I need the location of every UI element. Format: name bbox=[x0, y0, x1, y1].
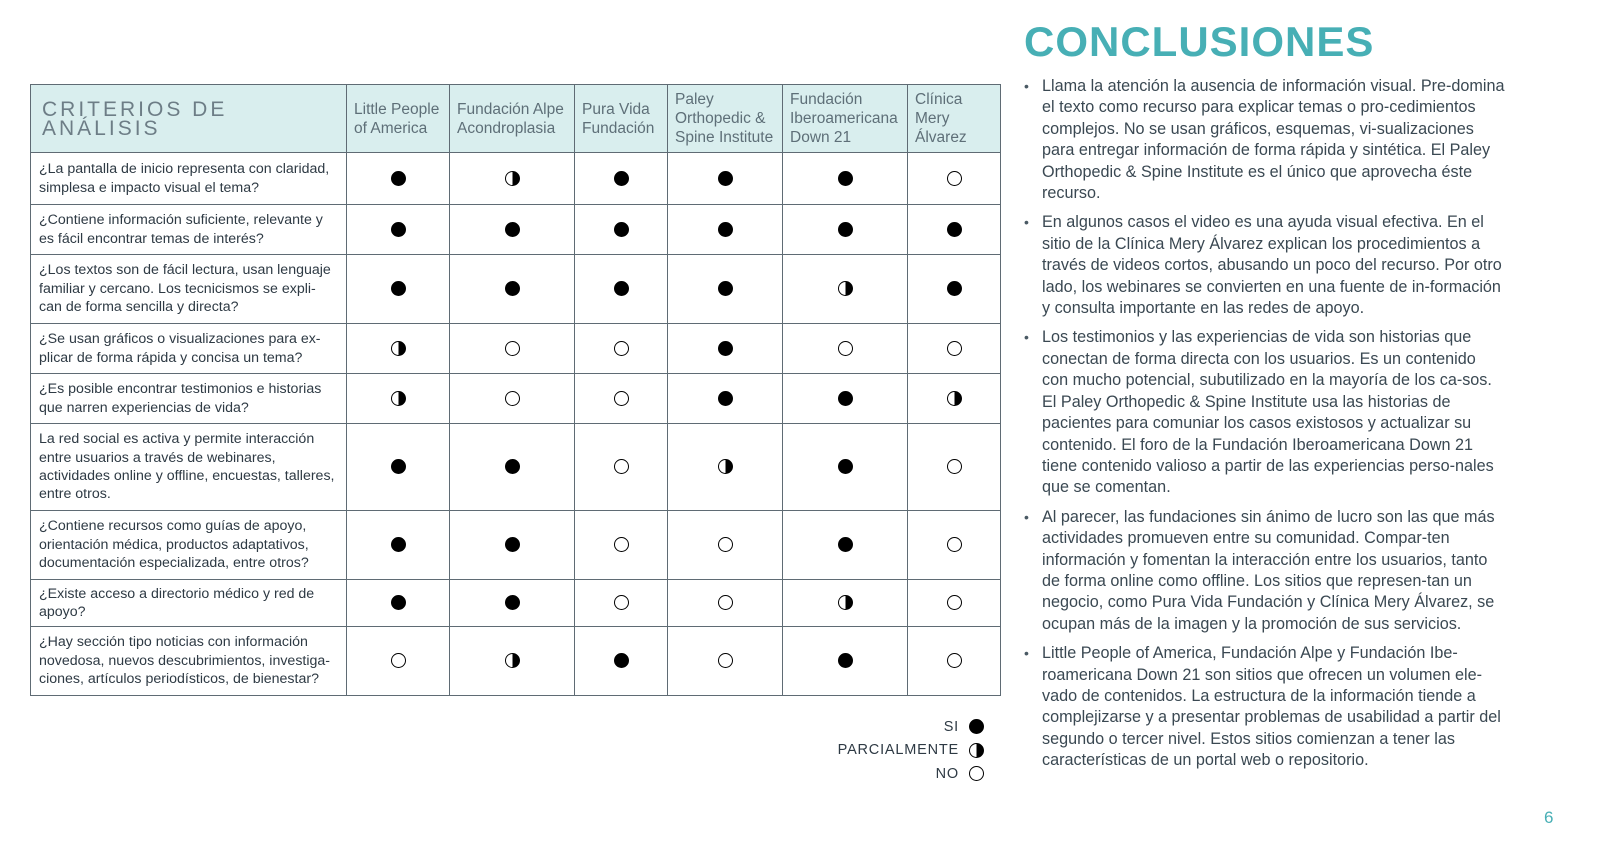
si-mark-icon bbox=[614, 222, 629, 237]
si-mark-icon bbox=[838, 653, 853, 668]
table-row bbox=[31, 324, 1001, 374]
site-header: Paley Orthopedic & Spine Institute bbox=[668, 85, 783, 153]
rating-cell bbox=[347, 255, 450, 324]
si-mark-icon bbox=[391, 281, 406, 296]
rating-cell bbox=[347, 205, 450, 255]
criteria-header: CRITERIOS DE ANÁLISIS bbox=[31, 85, 347, 153]
si-mark-icon bbox=[391, 537, 406, 552]
rating-cell bbox=[347, 374, 450, 424]
parcial-mark-icon bbox=[947, 391, 962, 406]
rating-cell bbox=[783, 511, 908, 580]
rating-cell bbox=[450, 511, 575, 580]
rating-cell bbox=[908, 153, 1001, 205]
rating-cell bbox=[908, 580, 1001, 627]
rating-cell bbox=[575, 153, 668, 205]
legend-item-no bbox=[838, 762, 984, 786]
table-row bbox=[31, 205, 1001, 255]
rating-cell bbox=[668, 374, 783, 424]
no-mark-icon bbox=[614, 459, 629, 474]
parcial-mark-icon bbox=[505, 171, 520, 186]
no-mark-icon bbox=[947, 341, 962, 356]
criterion-question: ¿Hay sección tipo noticias con información novedosa, nuevos descubrimientos, investiga-ciones, artículos periodísticos, de bienestar? bbox=[31, 627, 347, 696]
parcial-mark-icon bbox=[505, 653, 520, 668]
no-mark-icon bbox=[947, 537, 962, 552]
si-mark-icon bbox=[718, 222, 733, 237]
site-header: Pura Vida Fundación bbox=[575, 85, 668, 153]
no-mark-icon bbox=[391, 653, 406, 668]
no-mark-icon bbox=[614, 391, 629, 406]
si-mark-icon bbox=[391, 222, 406, 237]
site-header: Fundación Alpe Acondroplasia bbox=[450, 85, 575, 153]
rating-cell bbox=[783, 255, 908, 324]
no-mark-icon bbox=[614, 341, 629, 356]
rating-cell bbox=[450, 424, 575, 511]
conclusions-list bbox=[1022, 76, 1506, 780]
rating-cell bbox=[783, 580, 908, 627]
rating-cell bbox=[783, 324, 908, 374]
rating-cell bbox=[668, 424, 783, 511]
site-header: Fundación Iberoamericana Down 21 bbox=[783, 85, 908, 153]
rating-cell bbox=[347, 580, 450, 627]
rating-cell bbox=[783, 627, 908, 696]
legend-label: NO bbox=[935, 765, 959, 782]
rating-cell bbox=[668, 205, 783, 255]
table-row bbox=[31, 255, 1001, 324]
table-row bbox=[31, 627, 1001, 696]
rating-cell bbox=[450, 627, 575, 696]
rating-cell bbox=[908, 324, 1001, 374]
no-mark-icon bbox=[718, 537, 733, 552]
si-mark-icon bbox=[838, 222, 853, 237]
criterion-question: ¿Se usan gráficos o visualizaciones para ex-plicar de forma rápida y concisa un tema? bbox=[31, 324, 347, 374]
rating-cell bbox=[908, 205, 1001, 255]
no-mark-icon bbox=[718, 595, 733, 610]
rating-cell bbox=[908, 627, 1001, 696]
criterion-question: ¿Es posible encontrar testimonios e historias que narren experiencias de vida? bbox=[31, 374, 347, 424]
criterion-question: ¿Existe acceso a directorio médico y red de apoyo? bbox=[31, 580, 347, 627]
rating-cell bbox=[575, 424, 668, 511]
rating-cell bbox=[575, 627, 668, 696]
rating-cell bbox=[450, 153, 575, 205]
rating-cell bbox=[783, 153, 908, 205]
no-mark-icon bbox=[947, 595, 962, 610]
no-mark-icon bbox=[614, 595, 629, 610]
si-mark-icon bbox=[614, 171, 629, 186]
table-row bbox=[31, 580, 1001, 627]
no-mark-icon bbox=[718, 653, 733, 668]
site-header: Clínica Mery Álvarez bbox=[908, 85, 1001, 153]
rating-cell bbox=[668, 627, 783, 696]
rating-cell bbox=[668, 580, 783, 627]
rating-cell bbox=[783, 374, 908, 424]
conclusion-item: • Al parecer, las fundaciones sin ánimo de lucro son las que más actividades promueven entre su comunidad. Compar-ten información y fomentan la interacción entre los usuarios, tanto de forma online como offline. Los sitios que represen-tan un negocio, como Pura Vida Fundación y Clínica Mery Álvarez, se ocupan más de la imagen y la promoción de sus servicios. bbox=[1022, 507, 1506, 635]
parcial-mark-icon bbox=[391, 391, 406, 406]
si-mark-icon bbox=[505, 595, 520, 610]
rating-cell bbox=[668, 153, 783, 205]
rating-cell bbox=[783, 205, 908, 255]
criterion-question: ¿Contiene información suficiente, relevante y es fácil encontrar temas de interés? bbox=[31, 205, 347, 255]
table-row bbox=[31, 424, 1001, 511]
si-mark-icon bbox=[838, 537, 853, 552]
conclusion-item: • Llama la atención la ausencia de información visual. Pre-domina el texto como recurso para explicar temas o pro-cedimientos complejos. No se usan gráficos, esquemas, vi-sualizaciones para entregar información de forma rápida y sintética. El Paley Orthopedic & Spine Institute es el único que aprovecha éste recurso. bbox=[1022, 76, 1506, 204]
si-mark-icon bbox=[505, 537, 520, 552]
parcial-mark-icon bbox=[391, 341, 406, 356]
rating-cell bbox=[575, 255, 668, 324]
si-mark-icon bbox=[718, 171, 733, 186]
si-mark-icon bbox=[505, 222, 520, 237]
legend-label: PARCIALMENTE bbox=[837, 742, 959, 759]
si-mark-icon bbox=[838, 391, 853, 406]
si-mark-icon bbox=[614, 281, 629, 296]
analysis-table bbox=[30, 84, 1001, 696]
legend-item-si bbox=[838, 715, 984, 739]
conclusion-item: • Little People of America, Fundación Alpe y Fundación Ibe-roamericana Down 21 son sitios que ofrecen un volumen ele-vado de contenidos. La estructura de la información tiende a complejizarse y a presentar problemas de usabilidad a partir del segundo o tercer nivel. Estos sitios comienzan a tener las características de un portal web o repositorio. bbox=[1022, 643, 1506, 771]
no-mark-icon bbox=[969, 766, 984, 781]
criterion-question: ¿Contiene recursos como guías de apoyo, orientación médica, productos adaptativos, documentación especializada, entre otros? bbox=[31, 511, 347, 580]
parcial-mark-icon bbox=[718, 459, 733, 474]
si-mark-icon bbox=[838, 171, 853, 186]
si-mark-icon bbox=[947, 281, 962, 296]
conclusion-item: • Los testimonios y las experiencias de vida son historias que conectan de forma directa con los usuarios. Es un contenido con mucho potencial, subutilizado en la mayoría de los ca-sos. El Paley Orthopedic & Spine Institute usa las historias de pacientes para comuniar los casos existosos y actualizar su contenido. El foro de la Fundación Iberoamericana Down 21 tiene contenido valioso a partir de las experiencias perso-nales que se comentan. bbox=[1022, 327, 1506, 498]
si-mark-icon bbox=[718, 281, 733, 296]
page-number: 6 bbox=[1544, 808, 1554, 827]
rating-cell bbox=[575, 511, 668, 580]
si-mark-icon bbox=[391, 171, 406, 186]
site-header: Little People of America bbox=[347, 85, 450, 153]
criterion-question: ¿La pantalla de inicio representa con claridad, simplesa e impacto visual el tema? bbox=[31, 153, 347, 205]
table-row bbox=[31, 153, 1001, 205]
no-mark-icon bbox=[947, 171, 962, 186]
legend bbox=[838, 715, 984, 786]
rating-cell bbox=[347, 324, 450, 374]
no-mark-icon bbox=[614, 537, 629, 552]
table-row bbox=[31, 511, 1001, 580]
parcial-mark-icon bbox=[969, 743, 984, 758]
si-mark-icon bbox=[969, 719, 984, 734]
no-mark-icon bbox=[947, 459, 962, 474]
si-mark-icon bbox=[718, 341, 733, 356]
rating-cell bbox=[908, 374, 1001, 424]
rating-cell bbox=[347, 153, 450, 205]
conclusion-item: • En algunos casos el video es una ayuda visual efectiva. En el sitio de la Clínica Mery Álvarez explican los procedimientos a través de videos cortos, abusando un poco del recurso. Por otro lado, los webinares se convierten en una fuente de in-formación y consulta importante en las redes de apoyo. bbox=[1022, 212, 1506, 319]
rating-cell bbox=[668, 324, 783, 374]
parcial-mark-icon bbox=[838, 281, 853, 296]
rating-cell bbox=[450, 205, 575, 255]
rating-cell bbox=[668, 511, 783, 580]
rating-cell bbox=[575, 205, 668, 255]
rating-cell bbox=[668, 255, 783, 324]
rating-cell bbox=[347, 511, 450, 580]
no-mark-icon bbox=[505, 341, 520, 356]
rating-cell bbox=[347, 424, 450, 511]
si-mark-icon bbox=[718, 391, 733, 406]
criterion-question: ¿Los textos son de fácil lectura, usan lenguaje familiar y cercano. Los tecnicismos se expli-can de forma sencilla y directa? bbox=[31, 255, 347, 324]
rating-cell bbox=[908, 511, 1001, 580]
rating-cell bbox=[908, 255, 1001, 324]
si-mark-icon bbox=[838, 459, 853, 474]
rating-cell bbox=[450, 374, 575, 424]
rating-cell bbox=[450, 324, 575, 374]
si-mark-icon bbox=[391, 459, 406, 474]
rating-cell bbox=[450, 255, 575, 324]
no-mark-icon bbox=[505, 391, 520, 406]
rating-cell bbox=[783, 424, 908, 511]
table-header-row bbox=[31, 85, 1001, 153]
rating-cell bbox=[575, 580, 668, 627]
si-mark-icon bbox=[505, 459, 520, 474]
si-mark-icon bbox=[947, 222, 962, 237]
rating-cell bbox=[575, 324, 668, 374]
rating-cell bbox=[908, 424, 1001, 511]
no-mark-icon bbox=[947, 653, 962, 668]
rating-cell bbox=[575, 374, 668, 424]
parcial-mark-icon bbox=[838, 595, 853, 610]
conclusions-title: CONCLUSIONES bbox=[1024, 18, 1375, 65]
si-mark-icon bbox=[614, 653, 629, 668]
table-row bbox=[31, 374, 1001, 424]
si-mark-icon bbox=[505, 281, 520, 296]
no-mark-icon bbox=[838, 341, 853, 356]
criterion-question: La red social es activa y permite interacción entre usuarios a través de webinares, actividades online y offline, encuestas, talleres, entre otros. bbox=[31, 424, 347, 511]
si-mark-icon bbox=[391, 595, 406, 610]
legend-item-parcial bbox=[838, 739, 984, 763]
rating-cell bbox=[450, 580, 575, 627]
rating-cell bbox=[347, 627, 450, 696]
legend-label: SI bbox=[943, 718, 959, 735]
